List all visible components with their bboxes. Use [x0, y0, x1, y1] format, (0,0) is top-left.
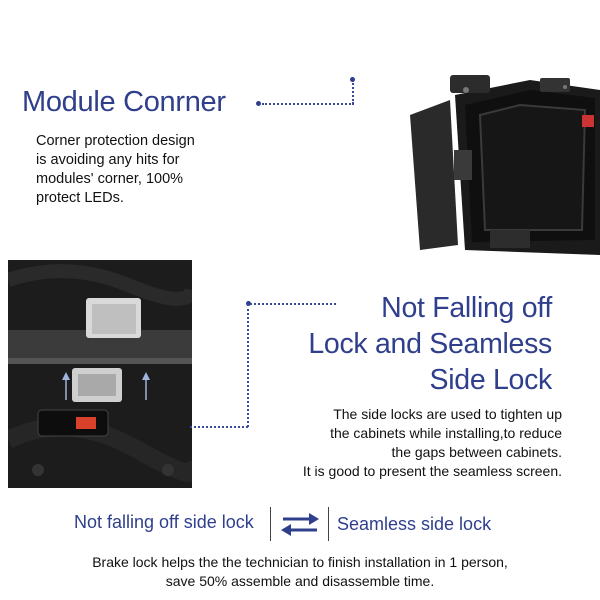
seamless-lock-label: Seamless side lock [337, 514, 492, 534]
not-falling-off-lock-label: Not falling off side lock [74, 512, 254, 532]
side-lock-title-line: Side Lock [429, 364, 552, 396]
footer-line: Brake lock helps the the technician to finish installation in 1 person, [92, 554, 508, 570]
side-lock-title-line: Not Falling off [381, 292, 552, 324]
description-line: modules' corner, 100% [36, 171, 184, 187]
module-corner-leader-vertical [352, 80, 354, 104]
comparison-divider-left [270, 507, 271, 541]
description-line: the gaps between cabinets. [391, 444, 562, 460]
side-lock-title [308, 290, 552, 398]
description-line: is avoiding any hits for [36, 152, 180, 168]
module-corner-leader-line [262, 103, 354, 105]
swap-arrows-icon [279, 511, 321, 537]
side-lock-description [303, 405, 562, 481]
side-lock-leader-horizontal [190, 426, 248, 428]
description-line: It is good to present the seamless screen. [302, 463, 562, 479]
description-line: protect LEDs. [36, 190, 124, 206]
description-line: Corner protection design [36, 133, 195, 149]
side-lock-photo [8, 260, 192, 488]
description-line: the cabinets while installing,to reduce [330, 425, 562, 441]
comparison-divider-right [328, 507, 329, 541]
module-corner-leader-dot [256, 101, 261, 106]
footer-note [0, 553, 600, 591]
description-line: The side locks are used to tighten up [333, 406, 562, 422]
footer-line: save 50% assemble and disassemble time. [165, 573, 435, 589]
module-corner-title: Module Conrner [22, 86, 226, 118]
module-corner-photo [410, 70, 600, 260]
module-corner-description [36, 132, 195, 208]
side-lock-title-line: Lock and Seamless [308, 328, 552, 360]
side-lock-leader-vertical [247, 304, 249, 427]
module-corner-leader-end [350, 77, 355, 82]
